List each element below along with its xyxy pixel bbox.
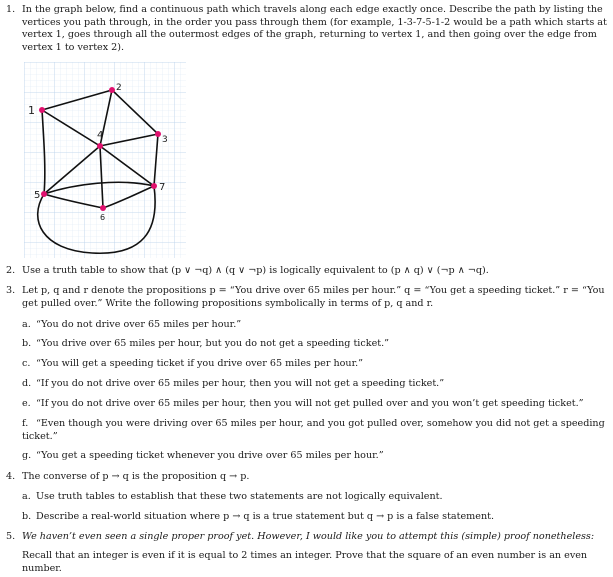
- question-3b: [22, 338, 608, 351]
- question-4b: [22, 511, 608, 524]
- question-3d: [22, 378, 608, 391]
- item-label: g.: [22, 450, 32, 461]
- item-label: b.: [22, 511, 32, 522]
- question-3f: [22, 418, 608, 443]
- vertex-label-1: 1: [28, 104, 35, 117]
- question-5-body: Recall that an integer is even if it is equal to 2 times an integer. Prove that the square of an even number is an even number.: [22, 550, 588, 574]
- item-text: “If you do not drive over 65 miles per hour, then you will not get pulled over and you won’t get speeding ticket.”: [36, 398, 584, 409]
- question-4a: [22, 491, 608, 504]
- vertex-5: [41, 191, 47, 197]
- item-text: Use truth tables to establish that these two statements are not logically equivalent.: [36, 491, 443, 502]
- question-5-text: We haven’t even seen a single proper proof yet. However, I would like you to attempt this (simple) proof nonetheless:: [22, 531, 595, 542]
- vertex-label-3: 3: [162, 135, 168, 145]
- question-2-number: 2.: [6, 265, 16, 276]
- vertex-3: [155, 131, 161, 137]
- vertex-label-7: 7: [159, 182, 166, 193]
- question-3e: [22, 398, 608, 411]
- vertex-label-4: 4: [97, 130, 104, 141]
- vertex-6: [100, 205, 106, 211]
- item-label: a.: [22, 491, 31, 502]
- vertex-label-2: 2: [116, 83, 122, 93]
- graph-figure: [24, 62, 186, 258]
- vertex-4: [97, 143, 103, 149]
- question-4-number: 4.: [6, 471, 16, 482]
- item-label: d.: [22, 378, 32, 389]
- item-label: e.: [22, 398, 31, 409]
- item-label: b.: [22, 338, 32, 349]
- item-text: “If you do not drive over 65 miles per hour, then you will not get a speeding ticket.”: [36, 378, 445, 389]
- vertex-2: [109, 87, 115, 93]
- question-5-number: 5.: [6, 531, 16, 542]
- item-text: “You do not drive over 65 miles per hour.”: [36, 319, 242, 330]
- item-text: “You drive over 65 miles per hour, but you do not get a speeding ticket.”: [36, 338, 390, 349]
- item-label: c.: [22, 358, 31, 369]
- question-3a: [22, 319, 608, 332]
- vertex-1: [39, 107, 45, 113]
- question-1-number: 1.: [6, 4, 16, 15]
- question-3-text: Let p, q and r denote the propositions p = “You drive over 65 miles per hour.” q = “You get a speeding ticket.” r = “You get pulled over.” Write the following propositions symbolically in terms of p, q and r.: [22, 285, 605, 309]
- vertex-label-5: 5: [34, 190, 41, 201]
- question-3c: [22, 358, 608, 371]
- item-label: a.: [22, 319, 31, 330]
- question-2-text: Use a truth table to show that (p ∨ ¬q) ∧ (q ∨ ¬p) is logically equivalent to (p ∧ q) ∨ (¬p ∧ ¬q).: [22, 265, 489, 276]
- question-3-number: 3.: [6, 285, 16, 296]
- question-4-text: The converse of p → q is the proposition q → p.: [22, 471, 250, 482]
- question-3g: [22, 450, 608, 463]
- item-text: Describe a real-world situation where p → q is a true statement but q → p is a false statement.: [36, 511, 495, 522]
- item-label: f.: [22, 418, 29, 429]
- question-1-text: In the graph below, find a continuous path which travels along each edge exactly once. Describe the path by listing the vertices you path through, in the order you pass through them (for example, 1-3-7-5-1-2 would be a path which starts at vertex 1, goes through all the outermost edges of the graph, returning to vertex 1, and then going over the edge from vertex 1 to vertex 2).: [22, 4, 607, 53]
- vertex-7: [151, 183, 157, 189]
- item-text: “Even though you were driving over 65 miles per hour, and you got pulled over, somehow you did not get a speeding ticket.”: [22, 418, 605, 442]
- vertex-label-6: 6: [100, 213, 106, 222]
- item-text: “You will get a speeding ticket if you drive over 65 miles per hour.”: [36, 358, 364, 369]
- item-text: “You get a speeding ticket whenever you drive over 65 miles per hour.”: [36, 450, 384, 461]
